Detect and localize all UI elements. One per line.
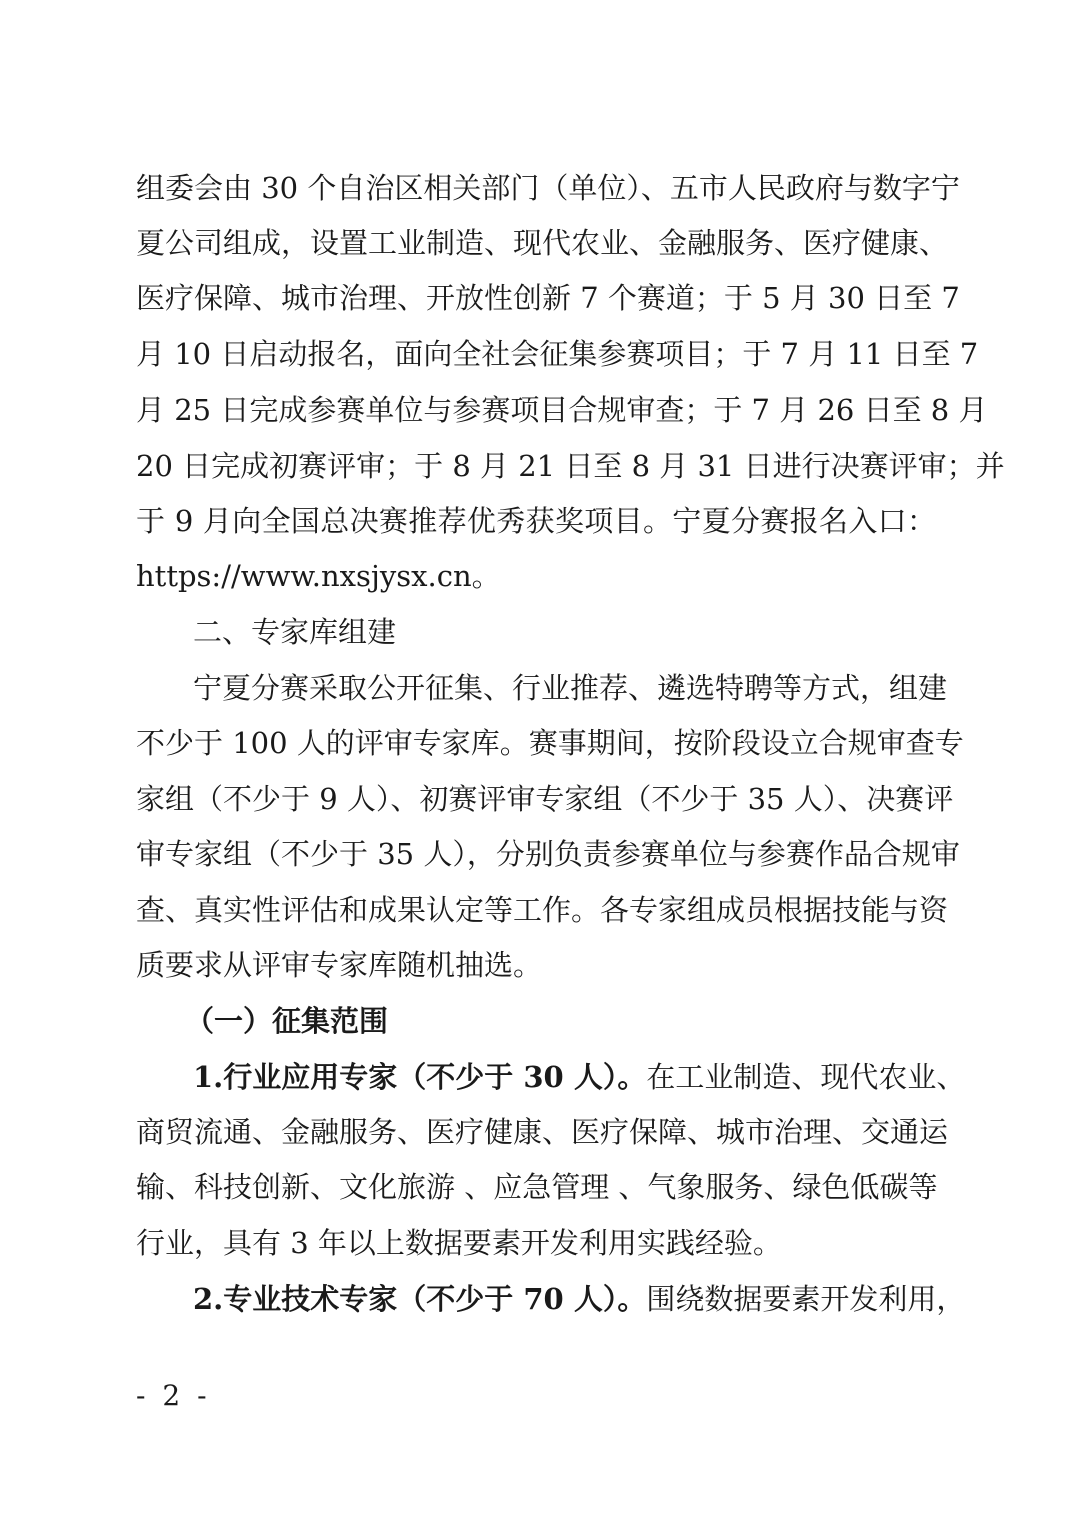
paragraph-1-line-8: https://www.nxsjysx.cn。 [136, 559, 501, 593]
section-2-line-3: 家组（不少于 9 人）、初赛评审专家组（不少于 35 人）、决赛评 [136, 782, 954, 816]
item-2-line-1 [193, 1279, 966, 1319]
item-1-line-3: 输、科技创新、文化旅游 、应急管理 、气象服务、绿色低碳等 [136, 1170, 938, 1204]
section-2-line-1: 宁夏分赛采取公开征集、行业推荐、遴选特聘等方式，组建 [193, 671, 948, 705]
item-2-title: 2.专业技术专家（不少于 70 人）。 [193, 1282, 647, 1316]
item-1-first-line-rest: 在工业制造、现代农业、 [646, 1060, 966, 1094]
page-number: - 2 - [136, 1379, 211, 1412]
section-2-line-5: 查、真实性评估和成果认定等工作。各专家组成员根据技能与资 [136, 893, 949, 927]
section-2-line-6: 质要求从评审专家库随机抽选。 [136, 948, 543, 982]
paragraph-1-line-3: 医疗保障、城市治理、开放性创新 7 个赛道；于 5 月 30 日至 7 [136, 281, 960, 315]
paragraph-1-line-7: 于 9 月向全国总决赛推荐优秀获奖项目。宁夏分赛报名入口： [136, 504, 936, 538]
item-2-first-line-rest: 围绕数据要素开发利用， [646, 1282, 966, 1316]
section-2-line-2: 不少于 100 人的评审专家库。赛事期间，按阶段设立合规审查专 [136, 726, 964, 760]
paragraph-1-line-6: 20 日完成初赛评审；于 8 月 21 日至 8 月 31 日进行决赛评审；并 [136, 449, 1005, 483]
item-1-title: 1.行业应用专家（不少于 30 人）。 [193, 1060, 647, 1094]
subsection-1-heading: （一）征集范围 [185, 1004, 389, 1038]
section-2-line-4: 审专家组（不少于 35 人），分别负责参赛单位与参赛作品合规审 [136, 837, 960, 871]
paragraph-1-line-5: 月 25 日完成参赛单位与参赛项目合规审查；于 7 月 26 日至 8 月 [136, 393, 988, 427]
item-1-line-2: 商贸流通、金融服务、医疗健康、医疗保障、城市治理、交通运 [136, 1115, 949, 1149]
paragraph-1-line-4: 月 10 日启动报名，面向全社会征集参赛项目；于 7 月 11 日至 7 [136, 337, 979, 371]
paragraph-1-line-1: 组委会由 30 个自治区相关部门（单位）、五市人民政府与数字宁 [136, 171, 960, 205]
item-1-line-4: 行业，具有 3 年以上数据要素开发利用实践经验。 [136, 1226, 782, 1260]
paragraph-1-line-2: 夏公司组成，设置工业制造、现代农业、金融服务、医疗健康、 [136, 226, 949, 260]
section-2-heading: 二、专家库组建 [193, 615, 397, 649]
item-1-line-1 [193, 1057, 966, 1097]
